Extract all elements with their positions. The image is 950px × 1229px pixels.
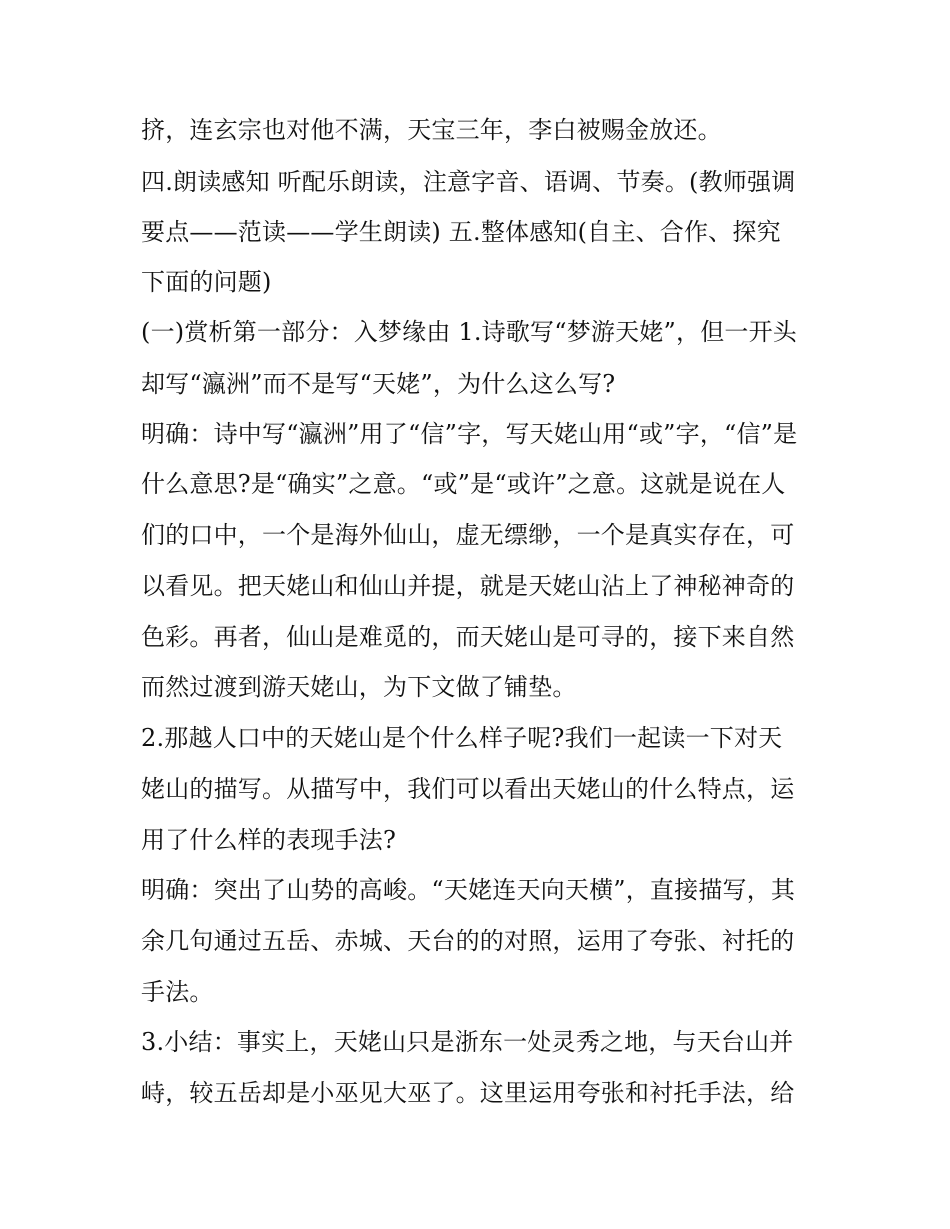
text-line-11: 色彩。再者，仙山是难觅的，而天姥山是可寻的，接下来自然 [141,623,795,651]
text-line-12: 而然过渡到游天姥山，为下文做了铺垫。 [141,673,577,701]
text-line-3: 要点——范读——学生朗读) 五.整体感知(自主、合作、探究 [141,218,781,246]
text-line-1: 挤，连玄宗也对他不满，天宝三年，李白被赐金放还。 [141,116,722,144]
text-line-6: 却写“瀛洲”而不是写“天姥”，为什么这么写? [141,370,616,398]
text-line-16: 明确：突出了山势的高峻。“天姥连天向天横”，直接描写，其 [141,876,796,904]
text-line-13: 2.那越人口中的天姥山是个什么样子呢?我们一起读一下对天 [141,724,783,752]
text-line-20: 峙，较五岳却是小巫见大巫了。这里运用夸张和衬托手法，给 [141,1079,795,1107]
text-line-8: 什么意思?是“确实”之意。“或”是“或许”之意。这就是说在人 [141,470,786,498]
text-line-18: 手法。 [141,978,214,1006]
text-line-17: 余几句通过五岳、赤城、天台的的对照，运用了夸张、衬托的 [141,927,795,955]
text-line-19: 3.小结：事实上，天姥山只是浙东一处灵秀之地，与天台山并 [141,1028,794,1056]
text-line-5: (一)赏析第一部分：入梦缘由 1.诗歌写“梦游天姥”，但一开头 [141,318,797,346]
text-line-7: 明确：诗中写“瀛洲”用了“信”字，写天姥山用“或”字，“信”是 [141,420,798,448]
text-line-14: 姥山的描写。从描写中，我们可以看出天姥山的什么特点，运 [141,775,795,803]
text-line-4: 下面的问题) [141,268,272,296]
text-line-2: 四.朗读感知 听配乐朗读，注意字音、语调、节奏。(教师强调 [141,168,796,196]
text-line-15: 用了什么样的表现手法? [141,826,397,854]
text-line-10: 以看见。把天姥山和仙山并提，就是天姥山沾上了神秘神奇的 [141,572,795,600]
text-line-9: 们的口中，一个是海外仙山，虚无缥缈，一个是真实存在，可 [141,521,795,549]
